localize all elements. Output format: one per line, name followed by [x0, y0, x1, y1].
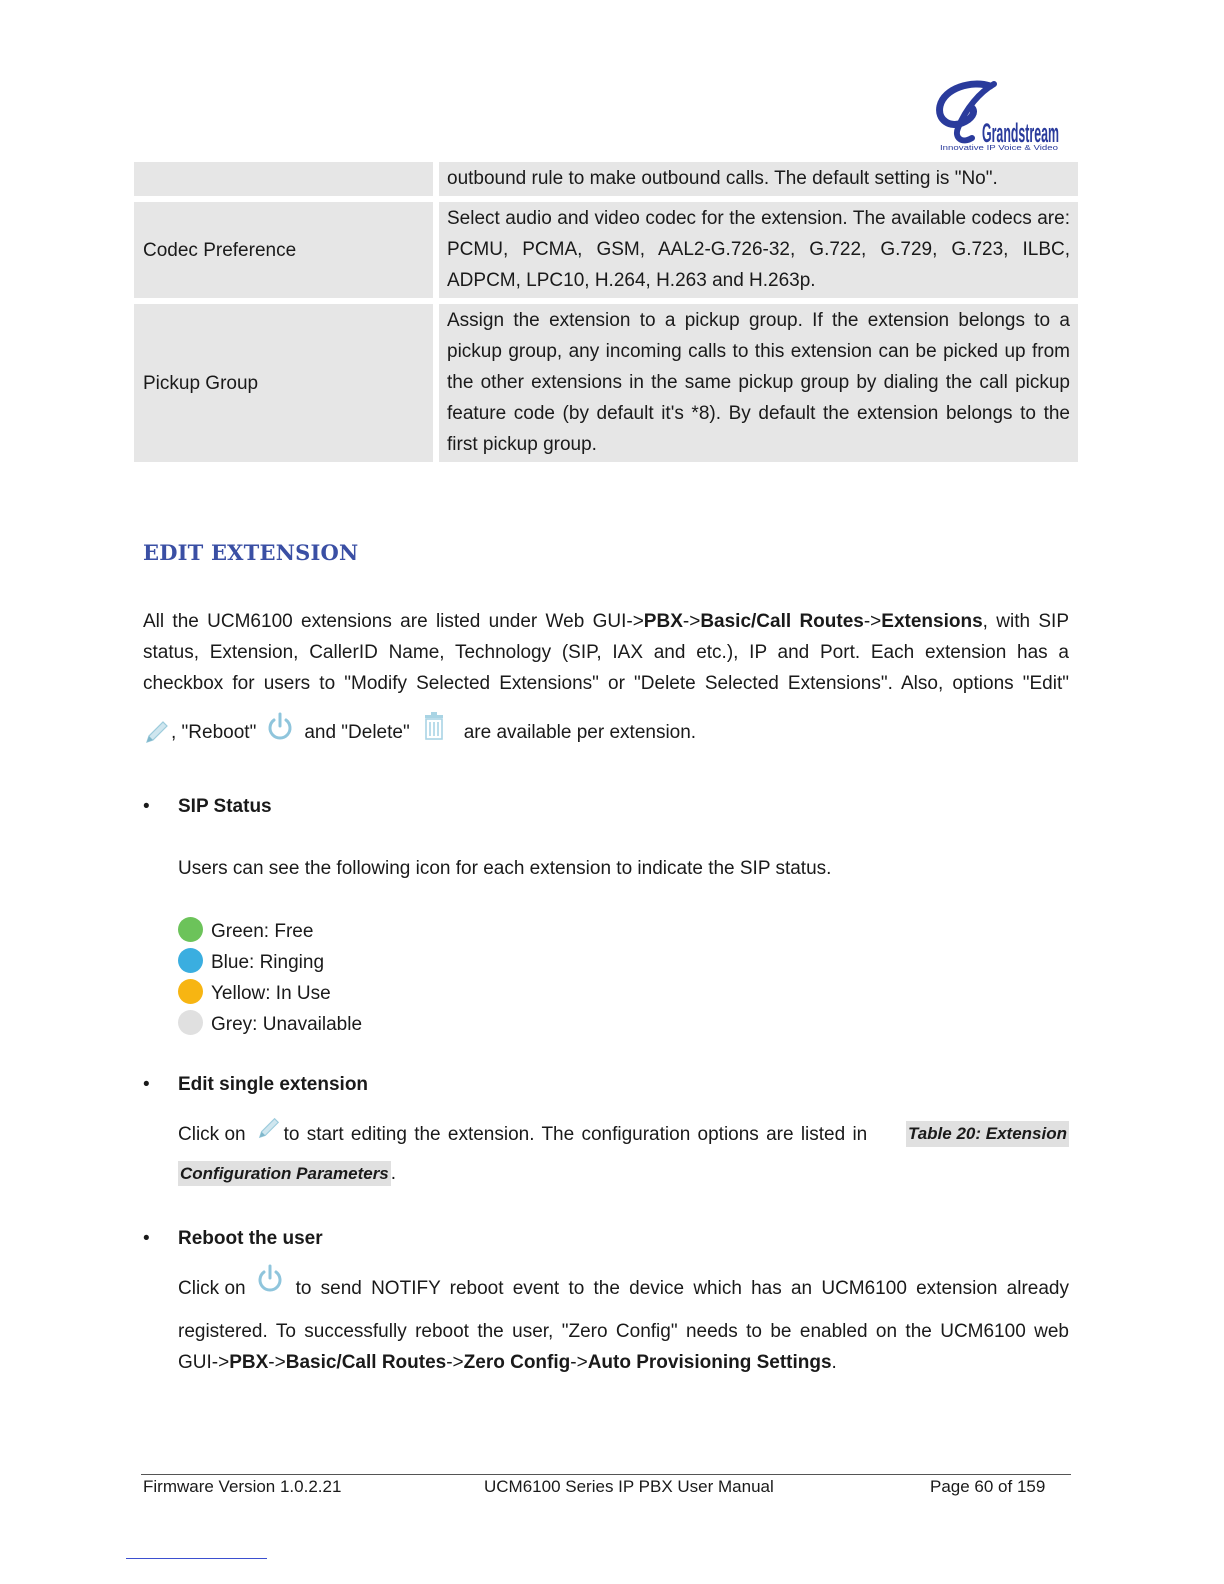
logo-wordmark: Grandstream: [982, 118, 1059, 148]
trash-icon: [422, 712, 446, 740]
sip-status-description: Users can see the following icon for each extension to indicate the SIP status.: [178, 858, 832, 879]
blue-status-icon: [178, 948, 203, 973]
param-name-cell: Pickup Group: [134, 304, 433, 462]
extension-parameters-table: [134, 156, 1078, 468]
param-name-cell: [134, 162, 433, 196]
power-icon: [256, 1264, 284, 1294]
green-status-icon: [178, 917, 203, 942]
yellow-status-icon: [178, 979, 203, 1004]
footnote-separator: [126, 1558, 267, 1559]
bullet-sip-status: • SIP Status: [143, 796, 272, 817]
intro-icons-line: , "Reboot" and "Delete" are available per extension.: [143, 712, 696, 752]
status-item-grey: Grey: Unavailable: [178, 1009, 362, 1040]
bullet-icon: •: [143, 1074, 150, 1095]
intro-paragraph: All the UCM6100 extensions are listed under Web GUI->PBX->Basic/Call Routes->Extensions, with SIP status, Extension, CallerID Name, Technology (SIP, IAX and etc.), IP and Port. Each extension has a checkbox for users to "Modify Selected Extensions" or "Delete Selected Extensions". Also, options "Edit": [143, 611, 1070, 694]
footer-manual-title: UCM6100 Series IP PBX User Manual: [484, 1477, 774, 1496]
reboot-line-2: registered. To successfully reboot the user, "Zero Config" needs to be enabled on the UCM6100 web: [178, 1321, 1069, 1342]
table-reference-link[interactable]: Table 20: Extension: [906, 1121, 1069, 1147]
pencil-icon: [256, 1114, 282, 1142]
bullet-icon: •: [143, 796, 150, 817]
pencil-icon: [143, 718, 171, 746]
bullet-icon: •: [143, 1228, 150, 1249]
status-item-green: Green: Free: [178, 916, 313, 947]
section-title: EDIT EXTENSION: [143, 540, 359, 565]
edit-single-line-2: Configuration Parameters .: [180, 1163, 397, 1184]
param-desc-cell: Select audio and video codec for the extension. The available codecs are: PCMU, PCMA, GSM, AAL2-G.726-32, G.722, G.729, G.723, ILBC, ADPCM, LPC10, H.264, H.263 and H.263p.: [439, 202, 1078, 298]
grey-status-icon: [178, 1010, 203, 1035]
power-icon: [266, 712, 294, 742]
bullet-reboot-user: • Reboot the user: [143, 1228, 323, 1249]
table-row: [134, 162, 1078, 196]
param-desc-cell: Assign the extension to a pickup group. If the extension belongs to a pickup group, any incoming calls to this extension can be picked up from the other extensions in the same pickup group by dialing the call pickup feature code (by default it's *8). By default the extension belongs to the first pickup group.: [439, 304, 1078, 462]
bullet-edit-single-extension: • Edit single extension: [143, 1074, 369, 1095]
table-reference-link[interactable]: Configuration Parameters: [178, 1161, 391, 1186]
table-row: [134, 304, 1078, 462]
grandstream-logo: [932, 78, 1067, 154]
table-row: [134, 202, 1078, 298]
status-item-blue: Blue: Ringing: [178, 947, 324, 978]
reboot-line-1: Click on to send NOTIFY reboot event to the device which has an UCM6100 extension already: [178, 1264, 1069, 1304]
footer-divider: [141, 1474, 1071, 1475]
logo-tagline: Innovative IP Voice & Video: [940, 145, 1059, 152]
edit-single-line-1: Click on to start editing the extension. The configuration options are listed in Table 20: Extension: [178, 1110, 1069, 1150]
reboot-line-3: GUI->PBX->Basic/Call Routes->Zero Config->Auto Provisioning Settings.: [178, 1352, 837, 1373]
param-name-cell: Codec Preference: [134, 202, 433, 298]
footer-firmware-version: Firmware Version 1.0.2.21: [143, 1477, 342, 1496]
param-desc-cell: outbound rule to make outbound calls. The default setting is "No".: [439, 162, 1078, 196]
footer-page-number: Page 60 of 159: [930, 1477, 1046, 1496]
status-item-yellow: Yellow: In Use: [178, 978, 331, 1009]
